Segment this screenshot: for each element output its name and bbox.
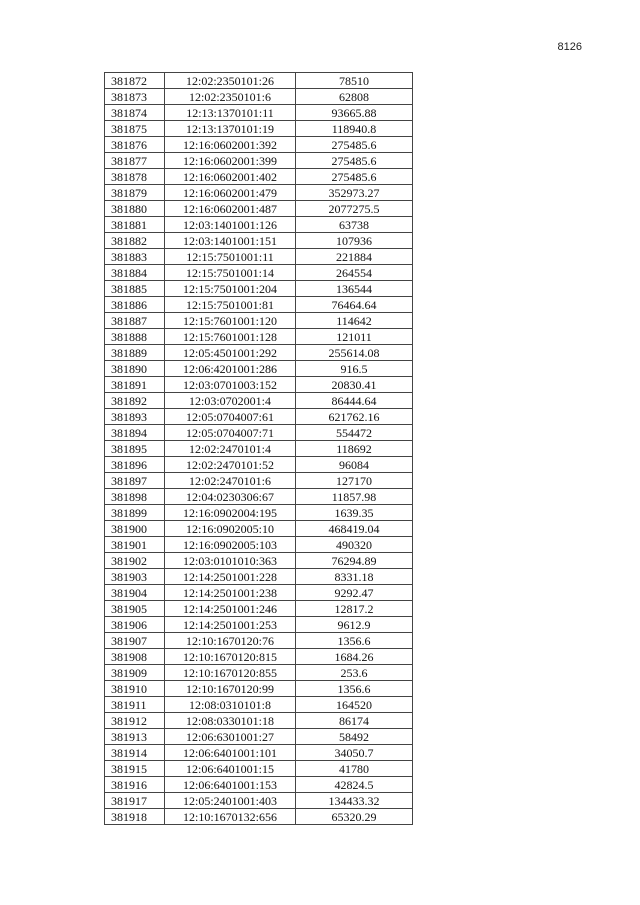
- table-row: [105, 73, 413, 89]
- table-row: [105, 505, 413, 521]
- table-row: [105, 377, 413, 393]
- table-row: [105, 649, 413, 665]
- table-row: [105, 409, 413, 425]
- cadastral-number-cell: 12:08:0310101:8: [165, 697, 296, 713]
- row-id-cell: 381904: [105, 585, 165, 601]
- row-id-cell: 381895: [105, 441, 165, 457]
- table-row: [105, 185, 413, 201]
- value-cell: 11857.98: [296, 489, 413, 505]
- row-id-cell: 381908: [105, 649, 165, 665]
- value-cell: 118940.8: [296, 121, 413, 137]
- row-id-cell: 381885: [105, 281, 165, 297]
- cadastral-number-cell: 12:14:2501001:238: [165, 585, 296, 601]
- table-row: [105, 617, 413, 633]
- table-row: [105, 361, 413, 377]
- row-id-cell: 381883: [105, 249, 165, 265]
- table-row: [105, 729, 413, 745]
- row-id-cell: 381906: [105, 617, 165, 633]
- row-id-cell: 381914: [105, 745, 165, 761]
- value-cell: 93665.88: [296, 105, 413, 121]
- cadastral-number-cell: 12:05:0704007:61: [165, 409, 296, 425]
- row-id-cell: 381901: [105, 537, 165, 553]
- table-row: [105, 633, 413, 649]
- value-cell: 264554: [296, 265, 413, 281]
- table-row: [105, 121, 413, 137]
- cadastral-number-cell: 12:10:1670120:815: [165, 649, 296, 665]
- row-id-cell: 381886: [105, 297, 165, 313]
- table-row: [105, 457, 413, 473]
- row-id-cell: 381909: [105, 665, 165, 681]
- table-row: [105, 521, 413, 537]
- row-id-cell: 381907: [105, 633, 165, 649]
- cadastral-number-cell: 12:05:4501001:292: [165, 345, 296, 361]
- table-row: [105, 169, 413, 185]
- row-id-cell: 381891: [105, 377, 165, 393]
- cadastral-number-cell: 12:13:1370101:11: [165, 105, 296, 121]
- cadastral-number-cell: 12:15:7501001:204: [165, 281, 296, 297]
- value-cell: 121011: [296, 329, 413, 345]
- value-cell: 253.6: [296, 665, 413, 681]
- value-cell: 490320: [296, 537, 413, 553]
- value-cell: 275485.6: [296, 137, 413, 153]
- data-table: [104, 72, 413, 825]
- table-row: [105, 249, 413, 265]
- cadastral-number-cell: 12:14:2501001:246: [165, 601, 296, 617]
- cadastral-number-cell: 12:06:6401001:101: [165, 745, 296, 761]
- value-cell: 275485.6: [296, 169, 413, 185]
- row-id-cell: 381887: [105, 313, 165, 329]
- value-cell: 9292.47: [296, 585, 413, 601]
- cadastral-number-cell: 12:02:2350101:26: [165, 73, 296, 89]
- cadastral-number-cell: 12:06:6301001:27: [165, 729, 296, 745]
- value-cell: 468419.04: [296, 521, 413, 537]
- table-row: [105, 89, 413, 105]
- row-id-cell: 381873: [105, 89, 165, 105]
- cadastral-number-cell: 12:16:0602001:479: [165, 185, 296, 201]
- table-row: [105, 761, 413, 777]
- cadastral-number-cell: 12:16:0602001:392: [165, 137, 296, 153]
- cadastral-number-cell: 12:03:1401001:126: [165, 217, 296, 233]
- row-id-cell: 381902: [105, 553, 165, 569]
- row-id-cell: 381875: [105, 121, 165, 137]
- row-id-cell: 381916: [105, 777, 165, 793]
- row-id-cell: 381888: [105, 329, 165, 345]
- cadastral-number-cell: 12:02:2470101:52: [165, 457, 296, 473]
- table-row: [105, 425, 413, 441]
- value-cell: 352973.27: [296, 185, 413, 201]
- cadastral-number-cell: 12:06:6401001:153: [165, 777, 296, 793]
- cadastral-number-cell: 12:15:7601001:120: [165, 313, 296, 329]
- table-row: [105, 233, 413, 249]
- cadastral-number-cell: 12:10:1670132:656: [165, 809, 296, 825]
- cadastral-number-cell: 12:15:7601001:128: [165, 329, 296, 345]
- value-cell: 78510: [296, 73, 413, 89]
- table-row: [105, 313, 413, 329]
- cadastral-number-cell: 12:08:0330101:18: [165, 713, 296, 729]
- value-cell: 1356.6: [296, 681, 413, 697]
- table-row: [105, 569, 413, 585]
- value-cell: 86444.64: [296, 393, 413, 409]
- cadastral-number-cell: 12:10:1670120:76: [165, 633, 296, 649]
- row-id-cell: 381913: [105, 729, 165, 745]
- row-id-cell: 381905: [105, 601, 165, 617]
- cadastral-number-cell: 12:03:0701003:152: [165, 377, 296, 393]
- row-id-cell: 381893: [105, 409, 165, 425]
- row-id-cell: 381881: [105, 217, 165, 233]
- row-id-cell: 381874: [105, 105, 165, 121]
- value-cell: 8331.18: [296, 569, 413, 585]
- value-cell: 127170: [296, 473, 413, 489]
- table-row: [105, 473, 413, 489]
- table-row: [105, 345, 413, 361]
- row-id-cell: 381880: [105, 201, 165, 217]
- table-row: [105, 777, 413, 793]
- table-row: [105, 697, 413, 713]
- row-id-cell: 381917: [105, 793, 165, 809]
- value-cell: 916.5: [296, 361, 413, 377]
- value-cell: 107936: [296, 233, 413, 249]
- cadastral-number-cell: 12:04:0230306:67: [165, 489, 296, 505]
- row-id-cell: 381894: [105, 425, 165, 441]
- value-cell: 42824.5: [296, 777, 413, 793]
- cadastral-number-cell: 12:10:1670120:99: [165, 681, 296, 697]
- cadastral-number-cell: 12:16:0902005:103: [165, 537, 296, 553]
- cadastral-number-cell: 12:16:0602001:487: [165, 201, 296, 217]
- table-row: [105, 153, 413, 169]
- table-row: [105, 585, 413, 601]
- value-cell: 255614.08: [296, 345, 413, 361]
- table-row: [105, 393, 413, 409]
- value-cell: 2077275.5: [296, 201, 413, 217]
- cadastral-number-cell: 12:16:0902005:10: [165, 521, 296, 537]
- value-cell: 118692: [296, 441, 413, 457]
- row-id-cell: 381892: [105, 393, 165, 409]
- cadastral-number-cell: 12:02:2470101:4: [165, 441, 296, 457]
- table-body: [105, 73, 413, 825]
- row-id-cell: 381876: [105, 137, 165, 153]
- table-row: [105, 441, 413, 457]
- value-cell: 65320.29: [296, 809, 413, 825]
- value-cell: 62808: [296, 89, 413, 105]
- row-id-cell: 381900: [105, 521, 165, 537]
- value-cell: 221884: [296, 249, 413, 265]
- row-id-cell: 381911: [105, 697, 165, 713]
- cadastral-number-cell: 12:14:2501001:253: [165, 617, 296, 633]
- table-row: [105, 297, 413, 313]
- row-id-cell: 381884: [105, 265, 165, 281]
- row-id-cell: 381879: [105, 185, 165, 201]
- table-row: [105, 281, 413, 297]
- table-row: [105, 681, 413, 697]
- value-cell: 34050.7: [296, 745, 413, 761]
- table-row: [105, 329, 413, 345]
- cadastral-number-cell: 12:16:0602001:402: [165, 169, 296, 185]
- row-id-cell: 381889: [105, 345, 165, 361]
- value-cell: 134433.32: [296, 793, 413, 809]
- value-cell: 554472: [296, 425, 413, 441]
- table-row: [105, 553, 413, 569]
- cadastral-number-cell: 12:02:2350101:6: [165, 89, 296, 105]
- row-id-cell: 381899: [105, 505, 165, 521]
- table-row: [105, 137, 413, 153]
- row-id-cell: 381872: [105, 73, 165, 89]
- cadastral-number-cell: 12:03:0101010:363: [165, 553, 296, 569]
- row-id-cell: 381903: [105, 569, 165, 585]
- table-row: [105, 665, 413, 681]
- cadastral-number-cell: 12:06:4201001:286: [165, 361, 296, 377]
- cadastral-number-cell: 12:03:0702001:4: [165, 393, 296, 409]
- value-cell: 76294.89: [296, 553, 413, 569]
- value-cell: 114642: [296, 313, 413, 329]
- value-cell: 12817.2: [296, 601, 413, 617]
- row-id-cell: 381877: [105, 153, 165, 169]
- row-id-cell: 381897: [105, 473, 165, 489]
- row-id-cell: 381910: [105, 681, 165, 697]
- cadastral-number-cell: 12:15:7501001:14: [165, 265, 296, 281]
- cadastral-number-cell: 12:15:7501001:11: [165, 249, 296, 265]
- value-cell: 76464.64: [296, 297, 413, 313]
- value-cell: 96084: [296, 457, 413, 473]
- cadastral-number-cell: 12:02:2470101:6: [165, 473, 296, 489]
- value-cell: 1639.35: [296, 505, 413, 521]
- table-row: [105, 745, 413, 761]
- row-id-cell: 381912: [105, 713, 165, 729]
- table-row: [105, 601, 413, 617]
- value-cell: 1684.26: [296, 649, 413, 665]
- table-row: [105, 809, 413, 825]
- row-id-cell: 381898: [105, 489, 165, 505]
- table-row: [105, 105, 413, 121]
- value-cell: 20830.41: [296, 377, 413, 393]
- cadastral-number-cell: 12:03:1401001:151: [165, 233, 296, 249]
- page-number: 8126: [557, 41, 582, 53]
- value-cell: 621762.16: [296, 409, 413, 425]
- value-cell: 164520: [296, 697, 413, 713]
- value-cell: 86174: [296, 713, 413, 729]
- row-id-cell: 381882: [105, 233, 165, 249]
- row-id-cell: 381918: [105, 809, 165, 825]
- table-row: [105, 793, 413, 809]
- cadastral-number-cell: 12:10:1670120:855: [165, 665, 296, 681]
- cadastral-number-cell: 12:14:2501001:228: [165, 569, 296, 585]
- cadastral-number-cell: 12:06:6401001:15: [165, 761, 296, 777]
- row-id-cell: 381896: [105, 457, 165, 473]
- value-cell: 136544: [296, 281, 413, 297]
- table-row: [105, 217, 413, 233]
- cadastral-number-cell: 12:16:0602001:399: [165, 153, 296, 169]
- value-cell: 41780: [296, 761, 413, 777]
- row-id-cell: 381890: [105, 361, 165, 377]
- value-cell: 63738: [296, 217, 413, 233]
- row-id-cell: 381878: [105, 169, 165, 185]
- table-row: [105, 265, 413, 281]
- table-row: [105, 489, 413, 505]
- row-id-cell: 381915: [105, 761, 165, 777]
- cadastral-number-cell: 12:05:2401001:403: [165, 793, 296, 809]
- table-row: [105, 201, 413, 217]
- value-cell: 275485.6: [296, 153, 413, 169]
- value-cell: 58492: [296, 729, 413, 745]
- table-row: [105, 537, 413, 553]
- table-row: [105, 713, 413, 729]
- value-cell: 1356.6: [296, 633, 413, 649]
- cadastral-number-cell: 12:16:0902004:195: [165, 505, 296, 521]
- cadastral-number-cell: 12:13:1370101:19: [165, 121, 296, 137]
- cadastral-number-cell: 12:05:0704007:71: [165, 425, 296, 441]
- cadastral-number-cell: 12:15:7501001:81: [165, 297, 296, 313]
- value-cell: 9612.9: [296, 617, 413, 633]
